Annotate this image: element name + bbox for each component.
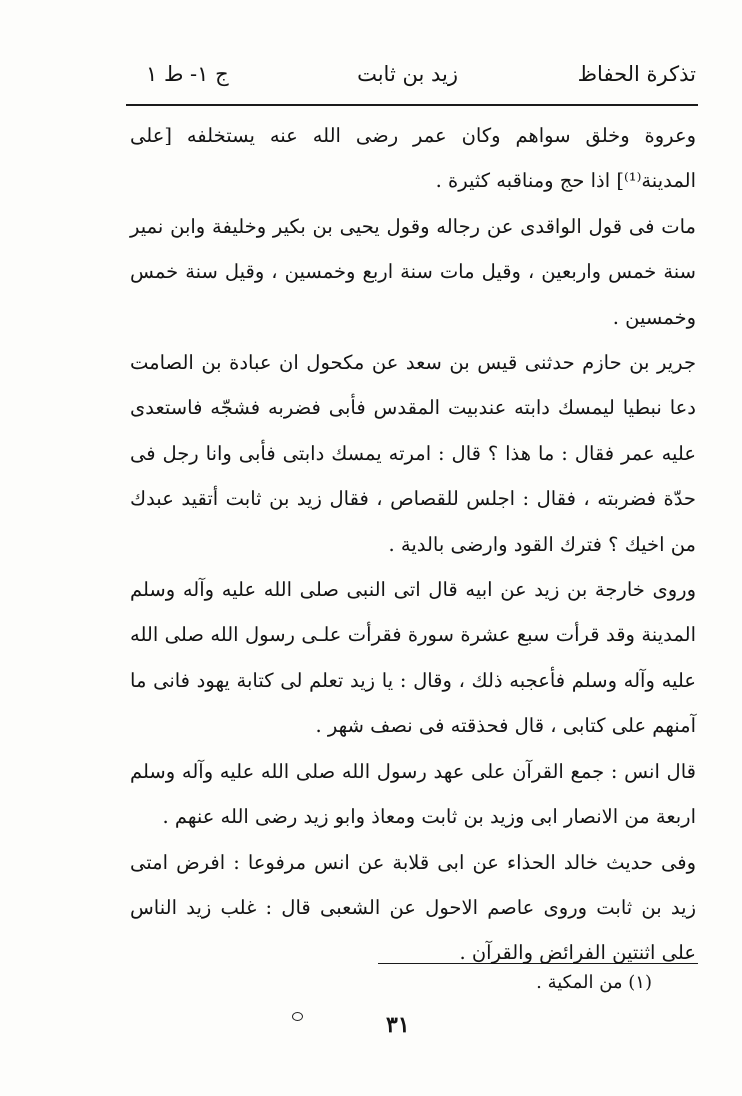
footnote: (١) من المكية . — [536, 972, 652, 993]
footnote-rule — [378, 963, 698, 964]
paragraph: وعروة وخلق سواهم وكان عمر رضى الله عنه يستخلفه [على المدينة⁽¹⁾] اذا حج ومناقبه كثيرة . — [130, 124, 696, 193]
paragraph: قال انس : جمع القرآن على عهد رسول الله صلى الله عليه وآله وسلم اربعة من الانصار ابى وزيد بن ثابت ومعاذ وابو زيد رضى الله عنهم . — [130, 759, 696, 829]
paragraph: وروى خارجة بن زيد عن ابيه قال اتى النبى صلى الله عليه وآله وسلم المدينة وقد قرأت سبع عشرة سورة فقرأت علـى رسول الله صلى الله عليه وآله وسلم فأعجبه ذلك ، وقال : يا زيد تعلم لى كتابة يهود فانى ما آمنهم على كتابى ، قال فحذقته فى نصف شهر . — [130, 578, 696, 738]
paragraph: مات فى قول الواقدى عن رجاله وقول يحيى بن بكير وخليفة وابن نمير سنة خمس واربعين ، وقيل مات سنة اربع وخمسين ، وقيل سنة خمس وخمسين . — [130, 214, 696, 329]
running-header — [128, 56, 696, 102]
paragraph: جرير بن حازم حدثنى قيس بن سعد عن مكحول ان عبادة بن الصامت دعا نبطيا ليمسك دابته عندبيت المقدس فأبى فضربه فشجّه فاستعدى عليه عمر فقال : ما هذا ؟ قال : امرته يمسك دابتى فأبى وانا رجل فى حدّة فضربته ، فقال : اجلس للقصاص ، فقال زيد بن ثابت أتقيد عبدك من اخيك ؟ فترك القود وارضى بالدية . — [130, 351, 696, 556]
volume-tag: ج ١- ط ١ — [146, 62, 229, 86]
ring-ornament-icon — [292, 1012, 303, 1021]
paragraph: وفى حديث خالد الحذاء عن ابى قلابة عن انس مرفوعا : افرض امتى زيد بن ثابت وروى عاصم الاحول عن الشعبى قال : غلب زيد الناس على اثنتين الفرائض والقرآن . — [130, 850, 696, 965]
page-number: ٣١ — [386, 1012, 410, 1038]
book-title: تذكرة الحفاظ — [577, 62, 696, 86]
entry-title: زيد بن ثابت — [357, 62, 458, 86]
main-text — [130, 113, 696, 976]
header-rule — [126, 104, 698, 106]
